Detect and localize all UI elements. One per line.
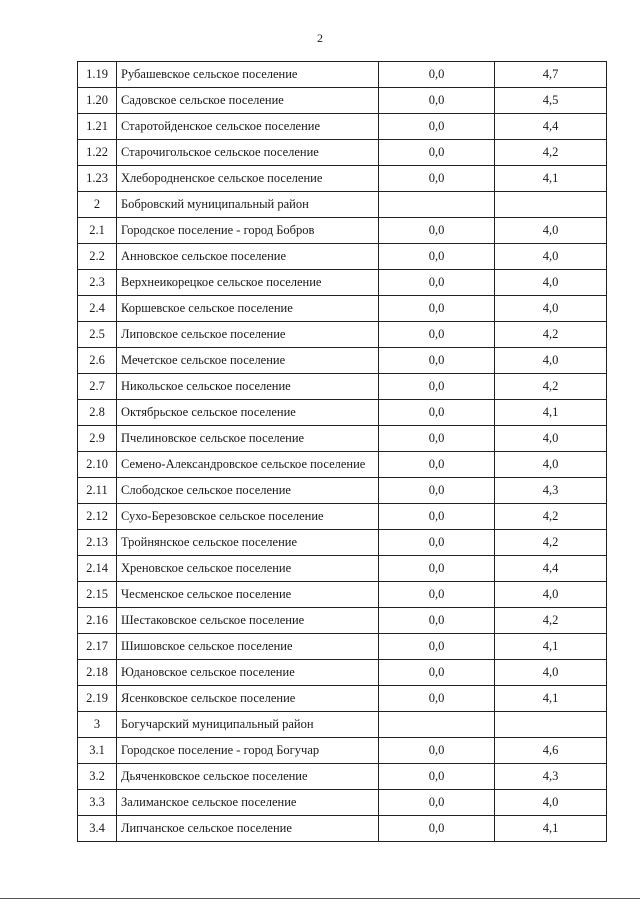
value-2-cell: 4,3 bbox=[495, 764, 607, 790]
settlement-name-cell: Бобровский муниципальный район bbox=[117, 192, 379, 218]
value-1-cell: 0,0 bbox=[379, 400, 495, 426]
row-number-cell: 2.14 bbox=[78, 556, 117, 582]
row-number-cell: 3.3 bbox=[78, 790, 117, 816]
table-row bbox=[78, 426, 607, 452]
settlement-name-cell: Старотойденское сельское поселение bbox=[117, 114, 379, 140]
table-row bbox=[78, 582, 607, 608]
settlement-name-cell: Старочигольское сельское поселение bbox=[117, 140, 379, 166]
settlement-name-cell: Слободское сельское поселение bbox=[117, 478, 379, 504]
settlement-name-cell: Никольское сельское поселение bbox=[117, 374, 379, 400]
table-row bbox=[78, 478, 607, 504]
value-1-cell: 0,0 bbox=[379, 348, 495, 374]
row-number-cell: 2.9 bbox=[78, 426, 117, 452]
value-1-cell: 0,0 bbox=[379, 270, 495, 296]
value-2-cell: 4,7 bbox=[495, 62, 607, 88]
row-number-cell: 2.19 bbox=[78, 686, 117, 712]
table-row bbox=[78, 270, 607, 296]
value-1-cell: 0,0 bbox=[379, 582, 495, 608]
row-number-cell: 2.4 bbox=[78, 296, 117, 322]
row-number-cell: 3.1 bbox=[78, 738, 117, 764]
table-row bbox=[78, 374, 607, 400]
value-2-cell: 4,0 bbox=[495, 296, 607, 322]
row-number-cell: 1.22 bbox=[78, 140, 117, 166]
settlement-name-cell: Хлебородненское сельское поселение bbox=[117, 166, 379, 192]
settlement-name-cell: Рубашевское сельское поселение bbox=[117, 62, 379, 88]
settlement-name-cell: Анновское сельское поселение bbox=[117, 244, 379, 270]
value-1-cell: 0,0 bbox=[379, 62, 495, 88]
value-1-cell: 0,0 bbox=[379, 244, 495, 270]
value-1-cell: 0,0 bbox=[379, 738, 495, 764]
value-1-cell: 0,0 bbox=[379, 530, 495, 556]
table-row bbox=[78, 166, 607, 192]
settlements-table bbox=[77, 61, 607, 842]
value-1-cell bbox=[379, 192, 495, 218]
table-row bbox=[78, 218, 607, 244]
settlement-name-cell: Коршевское сельское поселение bbox=[117, 296, 379, 322]
row-number-cell: 1.23 bbox=[78, 166, 117, 192]
row-number-cell: 2.7 bbox=[78, 374, 117, 400]
row-number-cell: 2.11 bbox=[78, 478, 117, 504]
settlement-name-cell: Городское поселение - город Богучар bbox=[117, 738, 379, 764]
table-row bbox=[78, 556, 607, 582]
value-2-cell: 4,4 bbox=[495, 556, 607, 582]
table-row bbox=[78, 608, 607, 634]
table-row bbox=[78, 660, 607, 686]
row-number-cell: 3.4 bbox=[78, 816, 117, 842]
settlement-name-cell: Хреновское сельское поселение bbox=[117, 556, 379, 582]
row-number-cell: 1.21 bbox=[78, 114, 117, 140]
value-1-cell: 0,0 bbox=[379, 660, 495, 686]
settlement-name-cell: Дьяченковское сельское поселение bbox=[117, 764, 379, 790]
table-row bbox=[78, 530, 607, 556]
settlement-name-cell: Тройнянское сельское поселение bbox=[117, 530, 379, 556]
value-1-cell: 0,0 bbox=[379, 478, 495, 504]
settlement-name-cell: Пчелиновское сельское поселение bbox=[117, 426, 379, 452]
value-1-cell: 0,0 bbox=[379, 114, 495, 140]
row-number-cell: 2 bbox=[78, 192, 117, 218]
table-row bbox=[78, 686, 607, 712]
settlement-name-cell: Шестаковское сельское поселение bbox=[117, 608, 379, 634]
row-number-cell: 2.18 bbox=[78, 660, 117, 686]
value-2-cell: 4,0 bbox=[495, 426, 607, 452]
row-number-cell: 2.5 bbox=[78, 322, 117, 348]
value-1-cell: 0,0 bbox=[379, 140, 495, 166]
value-2-cell: 4,0 bbox=[495, 218, 607, 244]
value-2-cell: 4,2 bbox=[495, 530, 607, 556]
table-row bbox=[78, 62, 607, 88]
value-2-cell: 4,5 bbox=[495, 88, 607, 114]
value-1-cell: 0,0 bbox=[379, 634, 495, 660]
value-2-cell: 4,0 bbox=[495, 270, 607, 296]
settlement-name-cell: Юдановское сельское поселение bbox=[117, 660, 379, 686]
table-row bbox=[78, 244, 607, 270]
row-number-cell: 2.3 bbox=[78, 270, 117, 296]
table-row bbox=[78, 712, 607, 738]
value-2-cell: 4,1 bbox=[495, 400, 607, 426]
value-2-cell: 4,3 bbox=[495, 478, 607, 504]
table-row bbox=[78, 738, 607, 764]
settlement-name-cell: Сухо-Березовское сельское поселение bbox=[117, 504, 379, 530]
row-number-cell: 2.15 bbox=[78, 582, 117, 608]
value-1-cell: 0,0 bbox=[379, 166, 495, 192]
value-1-cell: 0,0 bbox=[379, 452, 495, 478]
value-1-cell: 0,0 bbox=[379, 88, 495, 114]
value-2-cell: 4,4 bbox=[495, 114, 607, 140]
table-row bbox=[78, 114, 607, 140]
value-1-cell: 0,0 bbox=[379, 218, 495, 244]
value-2-cell: 4,1 bbox=[495, 816, 607, 842]
value-1-cell: 0,0 bbox=[379, 816, 495, 842]
table-row bbox=[78, 192, 607, 218]
row-number-cell: 2.8 bbox=[78, 400, 117, 426]
row-number-cell: 2.17 bbox=[78, 634, 117, 660]
row-number-cell: 3 bbox=[78, 712, 117, 738]
value-1-cell: 0,0 bbox=[379, 374, 495, 400]
table-row bbox=[78, 790, 607, 816]
table-row bbox=[78, 816, 607, 842]
value-1-cell bbox=[379, 712, 495, 738]
row-number-cell: 1.19 bbox=[78, 62, 117, 88]
table-row bbox=[78, 140, 607, 166]
settlement-name-cell: Залиманское сельское поселение bbox=[117, 790, 379, 816]
value-1-cell: 0,0 bbox=[379, 504, 495, 530]
table-row bbox=[78, 400, 607, 426]
settlement-name-cell: Шишовское сельское поселение bbox=[117, 634, 379, 660]
row-number-cell: 3.2 bbox=[78, 764, 117, 790]
row-number-cell: 2.13 bbox=[78, 530, 117, 556]
value-2-cell: 4,0 bbox=[495, 582, 607, 608]
table-row bbox=[78, 348, 607, 374]
value-1-cell: 0,0 bbox=[379, 322, 495, 348]
value-1-cell: 0,0 bbox=[379, 296, 495, 322]
value-1-cell: 0,0 bbox=[379, 426, 495, 452]
table-body bbox=[78, 62, 607, 842]
row-number-cell: 2.16 bbox=[78, 608, 117, 634]
page-number: 2 bbox=[317, 31, 323, 45]
settlement-name-cell: Городское поселение - город Бобров bbox=[117, 218, 379, 244]
settlement-name-cell: Мечетское сельское поселение bbox=[117, 348, 379, 374]
row-number-cell: 1.20 bbox=[78, 88, 117, 114]
table-row bbox=[78, 764, 607, 790]
table-row bbox=[78, 634, 607, 660]
table-row bbox=[78, 452, 607, 478]
value-2-cell: 4,1 bbox=[495, 686, 607, 712]
value-2-cell: 4,0 bbox=[495, 452, 607, 478]
value-2-cell: 4,6 bbox=[495, 738, 607, 764]
value-2-cell bbox=[495, 192, 607, 218]
value-2-cell: 4,2 bbox=[495, 504, 607, 530]
value-1-cell: 0,0 bbox=[379, 764, 495, 790]
value-2-cell: 4,1 bbox=[495, 634, 607, 660]
table-row bbox=[78, 504, 607, 530]
value-1-cell: 0,0 bbox=[379, 608, 495, 634]
value-2-cell: 4,2 bbox=[495, 374, 607, 400]
value-2-cell: 4,1 bbox=[495, 166, 607, 192]
value-2-cell: 4,2 bbox=[495, 322, 607, 348]
settlement-name-cell: Ясенковское сельское поселение bbox=[117, 686, 379, 712]
settlement-name-cell: Садовское сельское поселение bbox=[117, 88, 379, 114]
value-2-cell: 4,0 bbox=[495, 348, 607, 374]
row-number-cell: 2.12 bbox=[78, 504, 117, 530]
row-number-cell: 2.6 bbox=[78, 348, 117, 374]
table-row bbox=[78, 322, 607, 348]
value-1-cell: 0,0 bbox=[379, 790, 495, 816]
settlement-name-cell: Верхнеикорецкое сельское поселение bbox=[117, 270, 379, 296]
value-1-cell: 0,0 bbox=[379, 556, 495, 582]
settlement-name-cell: Богучарский муниципальный район bbox=[117, 712, 379, 738]
settlement-name-cell: Октябрьское сельское поселение bbox=[117, 400, 379, 426]
value-2-cell: 4,0 bbox=[495, 660, 607, 686]
table-row bbox=[78, 296, 607, 322]
value-2-cell: 4,2 bbox=[495, 608, 607, 634]
row-number-cell: 2.1 bbox=[78, 218, 117, 244]
value-2-cell: 4,2 bbox=[495, 140, 607, 166]
table-row bbox=[78, 88, 607, 114]
settlement-name-cell: Липчанское сельское поселение bbox=[117, 816, 379, 842]
settlement-name-cell: Липовское сельское поселение bbox=[117, 322, 379, 348]
value-2-cell bbox=[495, 712, 607, 738]
value-2-cell: 4,0 bbox=[495, 244, 607, 270]
row-number-cell: 2.2 bbox=[78, 244, 117, 270]
settlement-name-cell: Семено-Александровское сельское поселение bbox=[117, 452, 379, 478]
bottom-rule bbox=[0, 898, 640, 899]
value-2-cell: 4,0 bbox=[495, 790, 607, 816]
settlement-name-cell: Чесменское сельское поселение bbox=[117, 582, 379, 608]
row-number-cell: 2.10 bbox=[78, 452, 117, 478]
value-1-cell: 0,0 bbox=[379, 686, 495, 712]
